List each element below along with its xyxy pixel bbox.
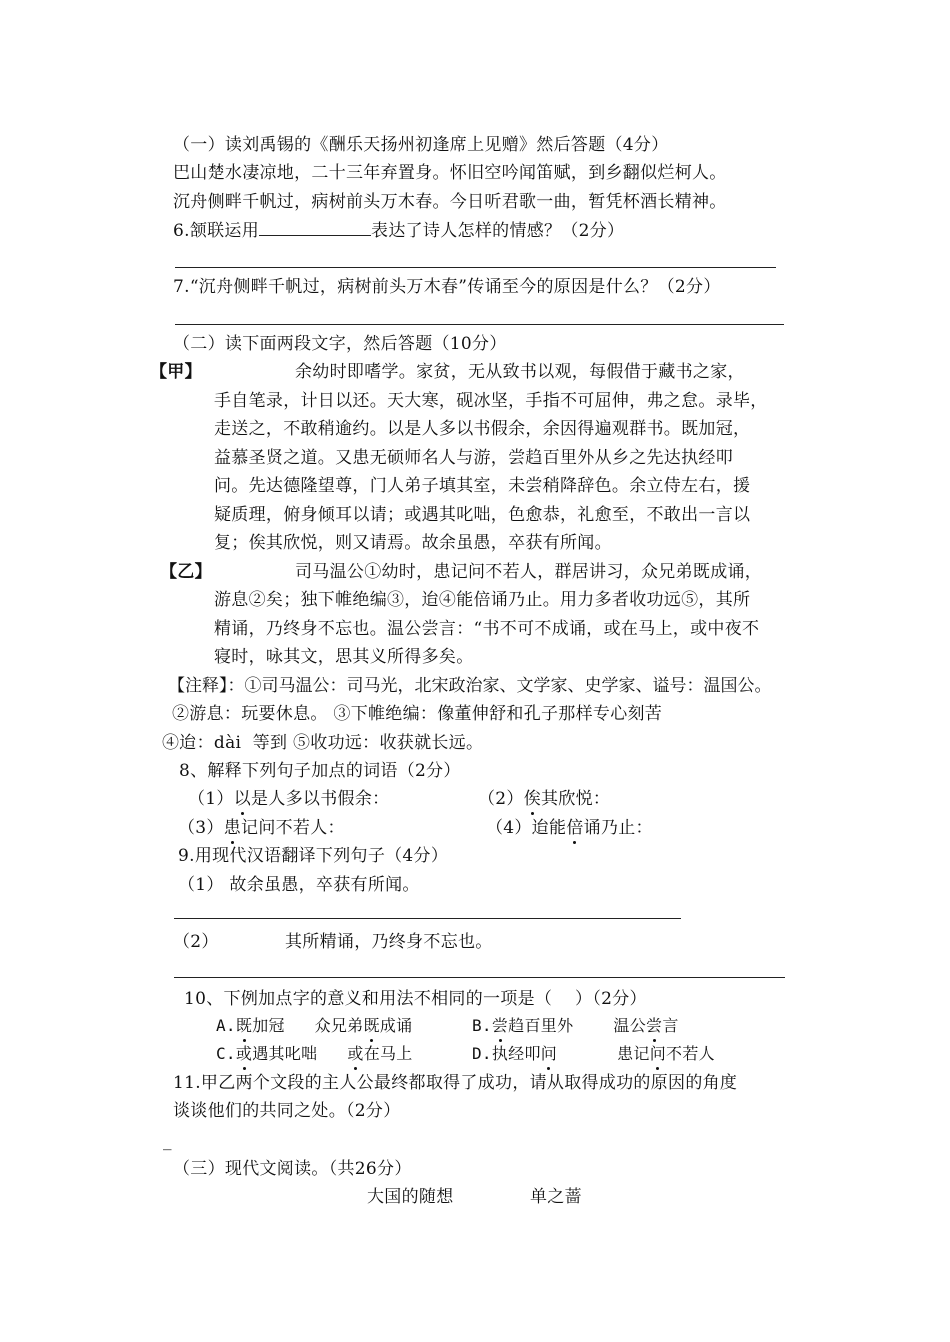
dotted-char: 问: [649, 1044, 667, 1063]
option-text: 在马上: [363, 1044, 413, 1063]
q8-item-text: 记问不若人：: [241, 818, 345, 838]
q9-1-answer-line[interactable]: [174, 918, 681, 919]
dotted-char: 或: [235, 1044, 253, 1063]
option-text: 遇其叱咄: [252, 1044, 318, 1063]
q7-answer-line[interactable]: [175, 324, 784, 325]
passage-yi-line: 司马温公①幼时，患记问不若人，群居讲习，众兄弟既成诵，: [295, 562, 763, 582]
q9-sentence-2: 其所精诵，乃终身不忘也。: [285, 932, 493, 952]
passage-yi-tag: 【乙】: [160, 562, 212, 582]
question-7: 7.“沉舟侧畔千帆过，病树前头万木春”传诵至今的原因是什么？（2分）: [173, 277, 721, 297]
passage-jia-line: 疑质理，俯身倾耳以请；或遇其叱咄，色愈恭，礼愈至，不敢出一言以: [214, 505, 751, 525]
question-10: 10、下例加点字的意义和用法不相同的一项是（ ）（2分）: [184, 989, 647, 1009]
dotted-char: 俟: [523, 789, 542, 809]
option-text: 趋百里外: [508, 1016, 574, 1035]
q9-sentence-2-number: （2）: [173, 932, 219, 952]
dotted-char: 或: [347, 1044, 364, 1063]
q8-item-number: （4）迨能: [486, 818, 567, 838]
passage-jia-line: 问。先达德隆望尊，门人弟子填其室，未尝稍降辞色。余立侍左右，援: [214, 476, 751, 496]
annotation-line: 【注释】：①司马温公：司马光，北宋政治家、文学家、史学家、谥号：温国公。: [168, 676, 772, 696]
q8-item-number: （2）: [478, 789, 524, 809]
dotted-char: 尝: [491, 1016, 509, 1035]
option-text: 言: [662, 1016, 679, 1035]
poem-line-1: 巴山楚水凄凉地，二十三年弃置身。怀旧空吟闻笛赋，到乡翻似烂柯人。: [173, 163, 727, 183]
q8-item-3: [178, 817, 345, 839]
passage-jia-line: 走送之，不敢稍逾约。以是人多以书假余，余因得遍观群书。既加冠，: [214, 419, 751, 439]
q9-sentence-1: （1） 故余虽愚，卒获有所闻。: [178, 875, 420, 895]
q10-option-d[interactable]: [472, 1043, 715, 1065]
dotted-char: 既: [363, 1016, 380, 1035]
annotation-line: ②游息：玩要休息。 ③下帷绝编：像董伸舒和孔子那样专心刻苦: [172, 704, 663, 724]
q8-item-number: （3）: [178, 818, 224, 838]
q8-item-4: [486, 817, 653, 839]
question-11-line: 谈谈他们的共同之处。（2分）: [173, 1101, 401, 1121]
passage-jia-line: 手自笔录，计日以还。天大寒，砚冰坚，手指不可屈伸，弗之怠。录毕，: [214, 391, 768, 411]
dotted-char: 问: [540, 1044, 558, 1063]
question-9: 9.用现代汉语翻译下列句子（4分）: [178, 846, 449, 866]
dotted-char: 尝: [646, 1016, 663, 1035]
q8-item-text: 是人多以书假余：: [251, 789, 390, 809]
option-text: 加冠 众兄弟: [252, 1016, 364, 1035]
q8-item-2: [478, 788, 610, 810]
question-6: [173, 219, 624, 242]
q10-option-c[interactable]: [216, 1043, 413, 1065]
option-letter: B.: [472, 1016, 492, 1035]
passage-yi-line: 寝时，咏其文，思其义所得多矣。: [214, 647, 474, 667]
section2-heading: （二）读下面两段文字，然后答题（10分）: [173, 334, 507, 354]
option-text: 温公: [613, 1016, 646, 1035]
section1-heading: （一）读刘禹锡的《酬乐天扬州初逢席上见赠》然后答题（4分）: [173, 135, 669, 155]
option-text: 成诵: [379, 1016, 413, 1035]
annotation-line: ④迨：dài 等到 ⑤收功远：收获就长远。: [162, 733, 484, 753]
dotted-char: 倍: [566, 818, 584, 838]
q8-item-1: [188, 788, 389, 810]
option-letter: D.执经叩: [472, 1044, 541, 1063]
q10-option-b[interactable]: [472, 1015, 679, 1037]
option-text: 不若人: [666, 1044, 715, 1063]
q10-option-a[interactable]: [216, 1015, 412, 1037]
passage-jia-tag: 【甲】: [150, 362, 202, 382]
q9-2-answer-line[interactable]: [174, 977, 785, 978]
dotted-char: 既: [235, 1016, 253, 1035]
option-letter: A.: [216, 1016, 236, 1035]
question-8: 8、解释下列句子加点的词语（2分）: [179, 761, 461, 781]
passage-jia-line: 余幼时即嗜学。家贫，无从致书以观，每假借于藏书之家，: [295, 362, 745, 382]
dotted-char: 以: [233, 789, 252, 809]
q6-answer-line[interactable]: [175, 267, 776, 268]
dotted-char: 患: [223, 818, 242, 838]
article-title: 大国的随想: [367, 1187, 454, 1207]
article-author: 单之蔷: [530, 1187, 582, 1207]
q6-prefix: 6.颔联运用: [173, 221, 260, 241]
option-text: 患记: [617, 1044, 650, 1063]
q6-suffix: 表达了诗人怎样的情感？（2分）: [371, 221, 625, 241]
answer-blank-mark[interactable]: _: [163, 1131, 172, 1151]
q6-answer-blank[interactable]: [259, 219, 371, 236]
q8-item-text: 其欣悦：: [541, 789, 611, 809]
question-11-line: 11.甲乙两个文段的主人公最终都取得了成功，请从取得成功的原因的角度: [173, 1073, 738, 1093]
q8-item-number: （1）: [188, 789, 234, 809]
q8-item-text: 诵乃止：: [583, 818, 653, 838]
passage-jia-line: 益慕圣贤之道。又患无硕师名人与游，尝趋百里外从乡之先达执经叩: [214, 448, 733, 468]
option-letter: C.: [216, 1044, 236, 1063]
poem-line-2: 沉舟侧畔千帆过，病树前头万木春。今日听君歌一曲，暂凭杯酒长精神。: [173, 192, 727, 212]
passage-yi-line: 游息②矣；独下帷绝编③，迨④能倍诵乃止。用力多者收功远⑤，其所: [214, 590, 751, 610]
passage-jia-line: 复；俟其欣悦，则又请焉。故余虽愚，卒获有所闻。: [214, 533, 612, 553]
section3-heading: （三）现代文阅读。（共26分）: [173, 1159, 412, 1179]
passage-yi-line: 精诵，乃终身不忘也。温公尝言：“书不可不成诵，或在马上，或中夜不: [214, 619, 760, 639]
